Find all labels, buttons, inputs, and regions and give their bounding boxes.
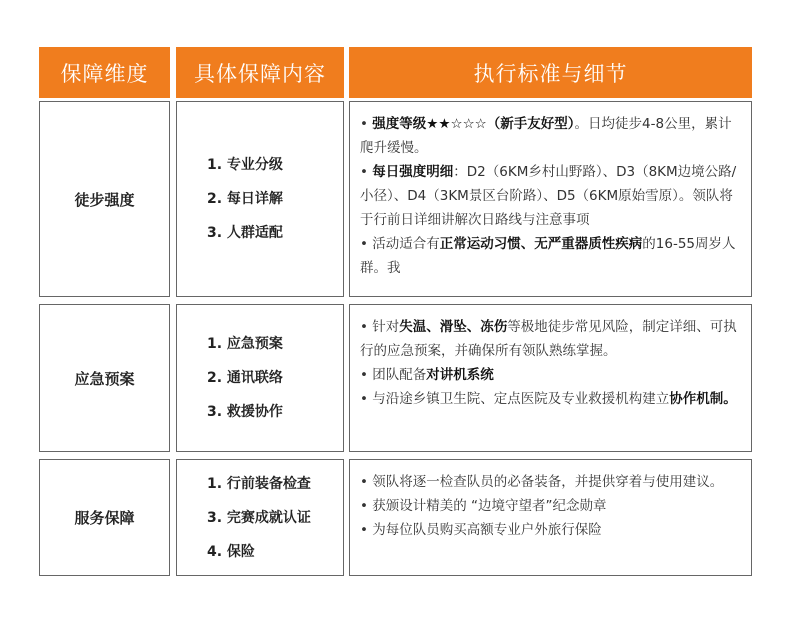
detail-text: 。日均徒步4-8公里，累计爬升缓慢。 (360, 116, 732, 156)
detail-text: • 领队将逐一检查队员的必备装备，并提供穿着与使用建议。 (360, 474, 724, 490)
emphasis-text: 每日强度明细 (372, 164, 454, 180)
header-content: 具体保障内容 (176, 47, 344, 98)
emphasis-text: 正常运动习惯、无严重器质性疾病 (439, 236, 643, 252)
row-1-category: 徒步强度 (39, 101, 170, 297)
row-3-detail-1 (360, 470, 743, 494)
detail-text: • 与沿途乡镇卫生院、定点医院及专业救援机构建立 (360, 391, 670, 407)
emphasis-text: 对讲机系统 (426, 367, 494, 383)
row-3-detail-3 (360, 518, 743, 542)
row-2-item-3: 3. 救援协作 (207, 404, 283, 420)
row-1-detail-2 (360, 160, 743, 232)
detail-text: • (360, 116, 373, 132)
emphasis-text: 强度等级★★☆☆☆（新手友好型） (372, 116, 575, 132)
row-1-details (349, 101, 752, 297)
row-2-item-1: 1. 应急预案 (207, 336, 283, 352)
row-3-items (176, 459, 344, 576)
detail-text: • 针对 (360, 319, 400, 335)
row-1-detail-3 (360, 232, 743, 280)
row-1-item-1: 1. 专业分级 (207, 157, 283, 173)
row-2-detail-2 (360, 363, 743, 387)
detail-text: • 获颁设计精美的 “边境守望者”纪念勋章 (360, 498, 607, 514)
row-2-detail-3 (360, 387, 743, 411)
row-3-item-2: 3. 完赛成就认证 (207, 509, 311, 526)
emphasis-text: 失温、滑坠、冻伤 (399, 319, 508, 335)
row-1-items (176, 101, 344, 297)
row-2-item-2: 2. 通讯联络 (207, 370, 283, 386)
detail-text: ：D2（6KM乡村山野路）、D3（8KM边境公路/小径）、D4（3KM景区台阶路）、D5（6KM原始雪原）。领队将于行前日详细讲解次日路线与注意事项 (360, 164, 737, 228)
detail-text: 等极地徒步常见风险，制定详细、可执行的应急预案，并确保所有领队熟练掌握。 (360, 319, 737, 359)
detail-text: • 为每位队员购买高额专业户外旅行保险 (360, 522, 602, 538)
row-1-detail-1 (360, 112, 743, 160)
detail-text: • 团队配备 (360, 367, 427, 383)
row-2-items (176, 304, 344, 452)
row-1-item-3: 3. 人群适配 (207, 225, 283, 241)
detail-text: 的16-55周岁人群。我 (360, 236, 736, 276)
row-3-detail-2 (360, 494, 743, 518)
row-3-category: 服务保障 (39, 459, 170, 576)
row-3-item-1: 1. 行前装备检查 (207, 475, 311, 492)
detail-text: • (360, 164, 373, 180)
row-2-category: 应急预案 (39, 304, 170, 452)
row-3-item-3: 4. 保险 (207, 543, 255, 560)
emphasis-text: 协作机制。 (669, 391, 737, 407)
row-2-details (349, 304, 752, 452)
detail-text: • 活动适合有 (360, 236, 440, 252)
row-3-details (349, 459, 752, 576)
header-details: 执行标准与细节 (349, 47, 752, 98)
header-dimension: 保障维度 (39, 47, 170, 98)
row-1-item-2: 2. 每日详解 (207, 191, 283, 207)
row-2-detail-1 (360, 315, 743, 363)
